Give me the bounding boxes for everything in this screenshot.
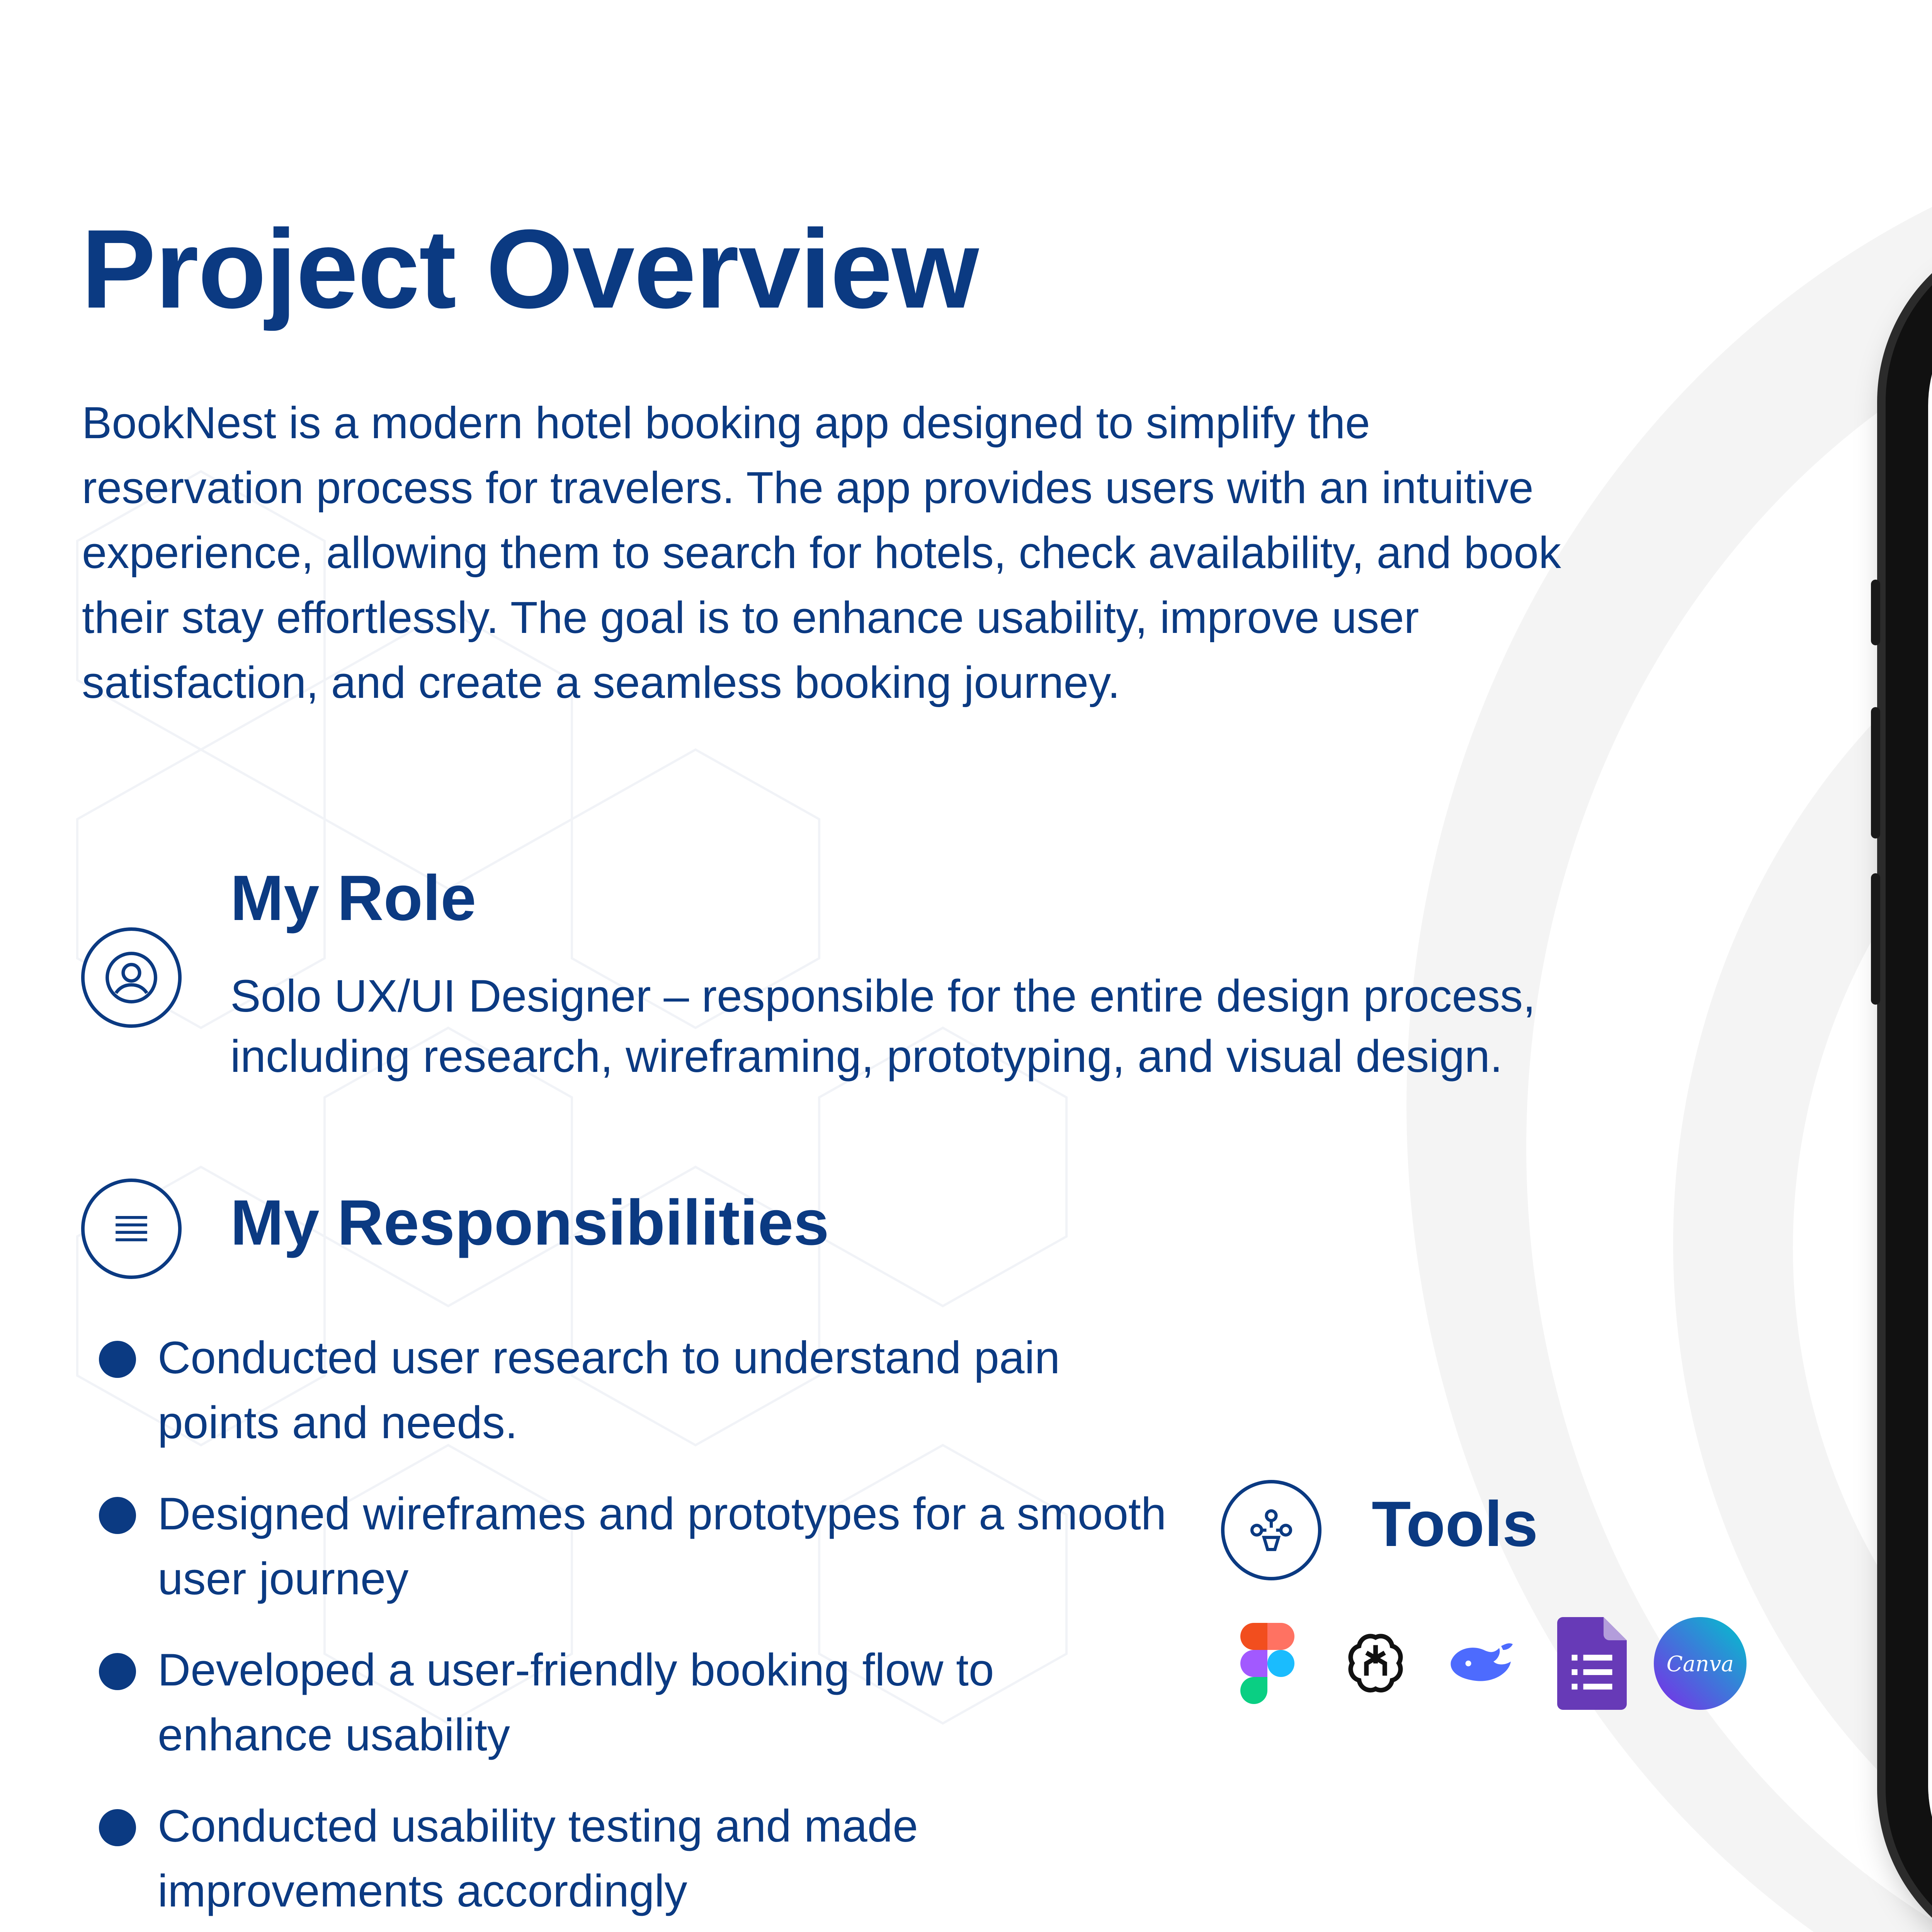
- list-item: [93, 1794, 1175, 1923]
- list-item: [93, 1325, 1175, 1455]
- list-item-text: Designed wireframes and prototypes for a smooth user journey: [158, 1488, 1167, 1604]
- list-lines-icon: [81, 1179, 182, 1279]
- phone-screen: [1928, 274, 1932, 1917]
- canva-icon: [1652, 1615, 1748, 1712]
- deepseek-icon: [1435, 1615, 1532, 1712]
- phone-volume-up: [1871, 707, 1880, 838]
- figma-icon: [1219, 1615, 1316, 1712]
- bottom-tab-bar: [1928, 1685, 1932, 1917]
- bullet-dot-icon: [99, 1341, 136, 1378]
- role-heading: My Role: [230, 862, 476, 934]
- responsibilities-list: [93, 1325, 1175, 1932]
- tab-home[interactable]: [1928, 1716, 1932, 1827]
- overview-paragraph: BookNest is a modern hotel booking app designed to simplify the reservation process for travelers. The app provides users with an intuitive experience, allowing them to search for hotels, check availability, and book their stay effortlessly. The goal is to enhance usability, improve user satisfaction, and create a seamless booking journey.: [82, 398, 1561, 707]
- list-item-text: Developed a user-friendly booking flow to enhance usability: [158, 1645, 994, 1760]
- page-title: Project Overview: [81, 206, 978, 332]
- list-item-text: Conducted user research to understand pain points and needs.: [158, 1332, 1060, 1448]
- tools-network-icon: [1221, 1480, 1321, 1580]
- svg-text:Canva: Canva: [1666, 1651, 1734, 1676]
- phone-volume-down: [1871, 873, 1880, 1005]
- list-item-text: Conducted usability testing and made improvements accordingly: [158, 1801, 918, 1917]
- chatgpt-icon: [1327, 1615, 1424, 1712]
- phone-action-button: [1871, 580, 1880, 645]
- bullet-dot-icon: [99, 1497, 136, 1534]
- tab-home-label: [1928, 1793, 1932, 1827]
- bullet-dot-icon: [99, 1809, 136, 1846]
- user-circle-icon: [81, 927, 182, 1028]
- role-description: Solo UX/UI Designer – responsible for the entire design process, including research, wireframing, prototyping, and visual design.: [230, 971, 1536, 1082]
- home-icon: [1928, 1716, 1932, 1793]
- responsibilities-heading: My Responsibilities: [230, 1187, 829, 1259]
- list-item: [93, 1481, 1175, 1611]
- list-item: [93, 1638, 1175, 1767]
- phone-mockup: [1886, 232, 1932, 1932]
- tools-heading: Tools: [1372, 1488, 1538, 1560]
- google-forms-icon: [1544, 1615, 1640, 1712]
- bullet-dot-icon: [99, 1653, 136, 1690]
